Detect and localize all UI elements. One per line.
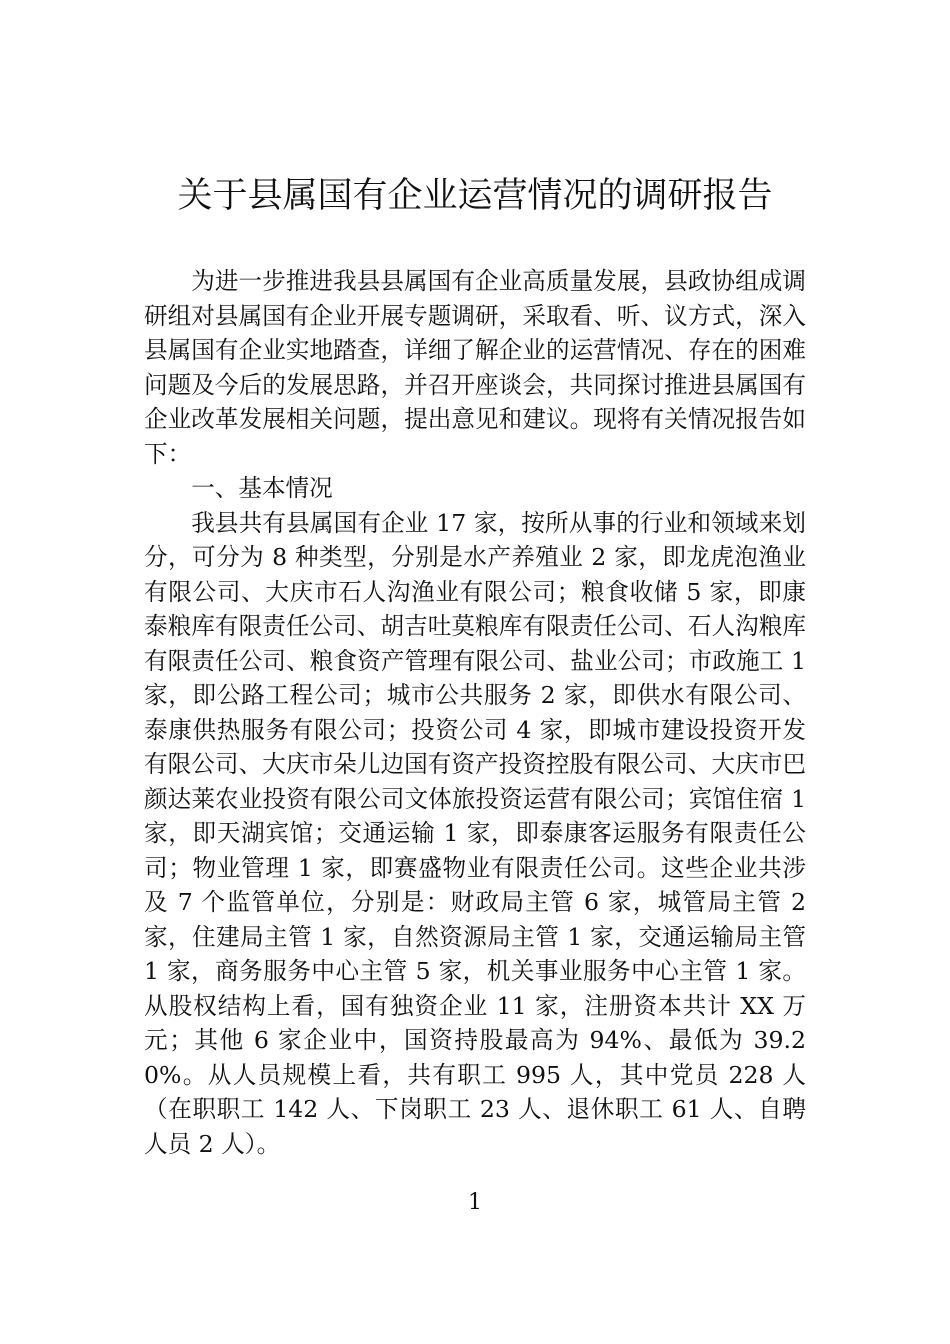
page-number: 1 bbox=[468, 1190, 482, 1215]
section-paragraph-basic-situation: 我县共有县属国有企业 17 家，按所从事的行业和领域来划分，可分为 8 种类型，分别是水产养殖业 2 家，即龙虎泡渔业有限公司、大庆市石人沟渔业有限公司；粮食收储 5 家，即康泰粮库有限责任公司、胡吉吐莫粮库有限责任公司、石人沟粮库有限责任公司、粮食资产管理有限公司、盐业公司；市政施工 1 家，即公路工程公司；城市公共服务 2 家，即供水有限公司、泰康供热服务有限公司；投资公司 4 家，即城市建设投资开发有限公司、大庆市朵儿边国有资产投资控股有限公司、大庆市巴颜达莱农业投资有限公司文体旅投资运营有限公司；宾馆住宿 1 家，即天湖宾馆；交通运输 1 家，即泰康客运服务有限责任公司；物业管理 1 家，即赛盛物业有限责任公司。这些企业共涉及 7 个监管单位，分别是：财政局主管 6 家，城管局主管 2 家，住建局主管 1 家，自然资源局主管 1 家，交通运输局主管 1 家，商务服务中心主管 5 家，机关事业服务中心主管 1 家。从股权结构上看，国有独资企业 11 家，注册资本共计 XX 万元；其他 6 家企业中，国资持股最高为 94%、最低为 39.20%。从人员规模上看，共有职工 995 人，其中党员 228 人（在职职工 142 人、下岗职工 23 人、退休职工 61 人、自聘人员 2 人）。 bbox=[144, 508, 806, 1158]
document-title: 关于县属国有企业运营情况的调研报告 bbox=[177, 176, 773, 216]
document-body bbox=[144, 264, 806, 1161]
intro-paragraph: 为进一步推进我县县属国有企业高质量发展，县政协组成调研组对县属国有企业开展专题调研，采取看、听、议方式，深入县属国有企业实地踏查，详细了解企业的运营情况、存在的困难问题及今后的发展思路，并召开座谈会，共同探讨推进县属国有企业改革发展相关问题，提出意见和建议。现将有关情况报告如下： bbox=[144, 267, 806, 468]
section-heading-basic-situation: 一、基本情况 bbox=[191, 474, 333, 502]
